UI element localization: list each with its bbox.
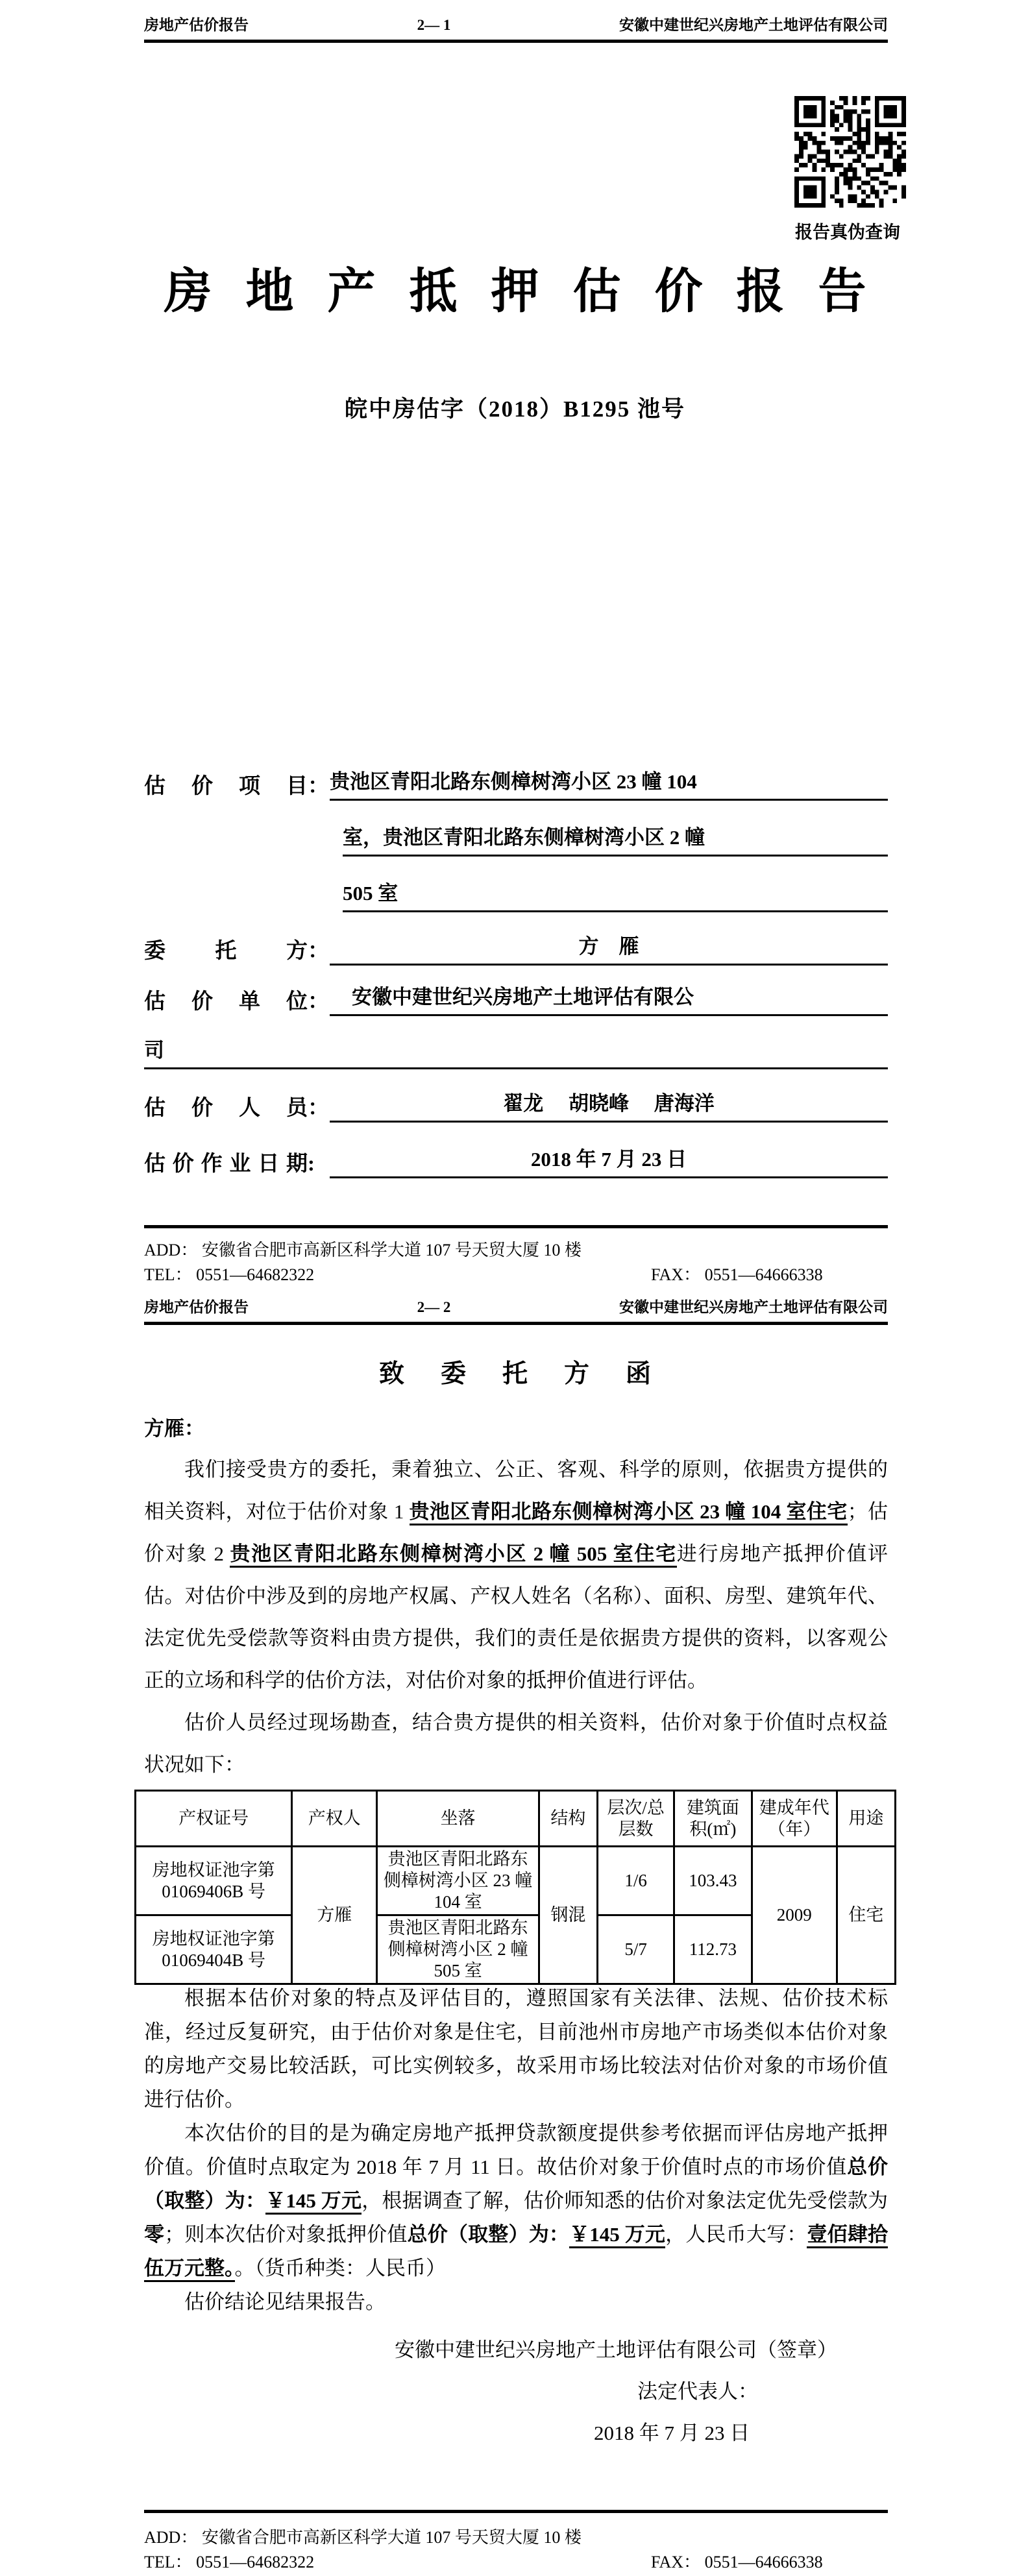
- field-client-value: 方 雁: [330, 933, 888, 966]
- page1-running-header: [144, 13, 888, 43]
- letter-body-upper: [144, 1448, 888, 1788]
- letter-body-lower: [144, 1982, 888, 2320]
- page1-footer-fax: FAX： 0551—64666338: [651, 1265, 823, 1284]
- closing-company-signature: 安徽中建世纪兴房地产土地评估有限公司（签章）: [395, 2339, 837, 2361]
- page2-footer-tel-fax: [144, 2549, 888, 2573]
- field-row-work-date: [144, 1146, 888, 1178]
- p4-total-label-1: 总价（取整）为：: [144, 2156, 888, 2212]
- page1-header-company: 安徽中建世纪兴房地产土地评估有限公司: [619, 17, 888, 33]
- field-project-value-line2: 室，贵池区青阳北路东侧樟树湾小区 2 幢: [343, 824, 888, 857]
- page2-header-company: 安徽中建世纪兴房地产土地评估有限公司: [619, 1299, 888, 1315]
- p1-text-3: 进行房地产抵押价值评估。对估价中涉及到的房地产权属、产权人姓名（名称）、面积、房型、建筑年代、法定优先受偿款等资料由贵方提供，我们的责任是依据贵方提供的资料，以客观公正的立场和科学的估价方法，对估价对象的抵押价值进行评估。: [144, 1542, 888, 1692]
- page1-footer-rule: [144, 1225, 888, 1228]
- field-work-date-colon: :: [308, 1152, 315, 1176]
- field-agency-label: 估价单位: [144, 990, 308, 1014]
- page1-footer-address: ADD： 安徽省合肥市高新区科学大道 107 号天贸大厦 10 楼: [144, 1241, 582, 1259]
- page2-footer-tel: TEL： 0551—64682322: [144, 2553, 315, 2571]
- owner-cell: 方雁: [292, 1847, 377, 1984]
- field-staff-colon: ：: [308, 1096, 329, 1120]
- closing-date: 2018 年 7 月 23 日: [594, 2422, 750, 2444]
- p4-zero-emphasis: 零: [144, 2223, 165, 2246]
- p1-object2-underlined: 贵池区青阳北路东侧樟树湾小区 2 幢 505 室住宅: [230, 1542, 676, 1568]
- table-row-1: [136, 1847, 896, 1915]
- field-project-label: 估价项目: [144, 774, 308, 798]
- row1-cert-number: 房地权证池字第01069406B 号: [136, 1847, 292, 1915]
- row1-floor: 1/6: [597, 1847, 674, 1915]
- field-row-client: [144, 933, 888, 966]
- row2-cert-number: 房地权证池字第01069404B 号: [136, 1915, 292, 1984]
- p4-mortgage-value: ￥145 万元: [569, 2223, 665, 2248]
- col-header-area: 建筑面积(㎡): [674, 1791, 752, 1847]
- row1-location: 贵池区青阳北路东侧樟树湾小区 23 幢 104 室: [377, 1847, 539, 1915]
- field-agency-colon: ：: [308, 990, 329, 1014]
- letter-paragraph-2: 估价人员经过现场勘查，结合贵方提供的相关资料，估价对象于价值时点权益状况如下：: [144, 1711, 888, 1776]
- rights-status-table: [134, 1790, 896, 1985]
- report-title: 房地产抵押估价报告: [164, 265, 900, 319]
- page1-header-page-number: 2— 1: [417, 17, 451, 33]
- structure-cell: 钢混: [539, 1847, 597, 1984]
- page2-footer-rule: [144, 2510, 888, 2513]
- field-work-date-value: 2018 年 7 月 23 日: [330, 1146, 888, 1178]
- year-built-cell: 2009: [752, 1847, 837, 1984]
- letter-title: 致委托方函: [378, 1360, 687, 1388]
- report-doc-number: 皖中房估字（2018）B1295 池号: [344, 396, 686, 422]
- p1-text-2: ；估价对象 2: [144, 1500, 888, 1565]
- col-header-structure: 结构: [539, 1791, 597, 1847]
- field-row-project: [144, 768, 888, 801]
- field-staff-label: 估价人员: [144, 1096, 308, 1120]
- p4-market-value: ￥145 万元: [265, 2189, 362, 2215]
- p4-text-1: 本次估价的目的是为确定房地产抵押贷款额度提供参考依据而评估房地产抵押价值。价值时点取定为 2018 年 7 月 11 日。故估价对象于价值时点的市场价值: [144, 2122, 888, 2178]
- col-header-floor: 层次/总层数: [597, 1791, 674, 1847]
- p4-total-label-2: 总价（取整）为：: [407, 2223, 570, 2246]
- p4-text-3: ；则本次估价对象抵押价值: [164, 2223, 408, 2246]
- col-header-cert-number: 产权证号: [136, 1791, 292, 1847]
- field-project-value-line1: 贵池区青阳北路东侧樟树湾小区 23 幢 104: [330, 768, 888, 801]
- field-agency-value-line2: 司: [144, 1037, 888, 1069]
- field-work-date-label: 估价作业日期: [144, 1152, 308, 1176]
- row2-floor: 5/7: [597, 1915, 674, 1984]
- page2-footer-address: ADD： 安徽省合肥市高新区科学大道 107 号天贸大厦 10 楼: [144, 2528, 582, 2547]
- field-staff-value: 翟龙 胡晓峰 唐海洋: [330, 1090, 888, 1123]
- p4-text-5: 。（货币种类：人民币）: [234, 2257, 446, 2279]
- page1-header-doc-type: 房地产估价报告: [144, 17, 249, 33]
- col-header-use: 用途: [837, 1791, 895, 1847]
- qr-code: [794, 96, 906, 208]
- letter-paragraph-4: [144, 2117, 888, 2285]
- row2-area: 112.73: [674, 1915, 752, 1984]
- closing-legal-representative: 法定代表人：: [637, 2380, 758, 2403]
- page2-header-doc-type: 房地产估价报告: [144, 1299, 249, 1315]
- p1-object1-underlined: 贵池区青阳北路东侧樟树湾小区 23 幢 104 室住宅: [410, 1500, 848, 1525]
- col-header-year-built: 建成年代（年）: [752, 1791, 837, 1847]
- page1-footer-tel: TEL： 0551—64682322: [144, 1265, 315, 1284]
- row1-area: 103.43: [674, 1847, 752, 1915]
- use-cell: 住宅: [837, 1847, 895, 1984]
- field-row-agency: [144, 984, 888, 1016]
- field-client-colon: ：: [308, 939, 329, 963]
- table-header-row: [136, 1791, 896, 1847]
- field-agency-value-line1: 安徽中建世纪兴房地产土地评估有限公: [330, 984, 888, 1016]
- letter-salutation: 方雁：: [144, 1417, 204, 1440]
- field-row-staff: [144, 1090, 888, 1123]
- p4-text-4: ，人民币大写：: [665, 2223, 807, 2246]
- page2-header-page-number: 2— 2: [417, 1299, 451, 1315]
- p1-text-1: 我们接受贵方的委托，秉着独立、公正、客观、科学的原则，依据贵方提供的相关资料，对位于估价对象 1: [144, 1458, 888, 1523]
- col-header-owner: 产权人: [292, 1791, 377, 1847]
- field-project-colon: ：: [308, 774, 329, 798]
- letter-paragraph-3: 根据本估价对象的特点及评估目的，遵照国家有关法律、法规、估价技术标准，经过反复研究，由于估价对象是住宅，目前池州市房地产市场类似本估价对象的房地产交易比较活跃，可比实例较多，故采用市场比较法对估价对象的市场价值进行估价。: [144, 1987, 888, 2111]
- letter-paragraph-5: 估价结论见结果报告。: [184, 2290, 386, 2313]
- field-client-label: 委托方: [144, 939, 308, 963]
- p4-value-in-words: 壹佰肆拾伍万元整。: [144, 2223, 888, 2282]
- field-project-value-line3: 505 室: [343, 880, 888, 912]
- page2-running-header: [144, 1295, 888, 1325]
- col-header-location: 坐落: [377, 1791, 539, 1847]
- qr-code-image: [794, 96, 906, 208]
- page2-footer-fax: FAX： 0551—64666338: [651, 2553, 823, 2571]
- letter-paragraph-1: [144, 1448, 888, 1701]
- qr-caption: 报告真伪查询: [795, 223, 900, 242]
- p4-text-2: ，根据调查了解，估价师知悉的估价对象法定优先受偿款为: [362, 2189, 888, 2212]
- row2-location: 贵池区青阳北路东侧樟树湾小区 2 幢 505 室: [377, 1915, 539, 1984]
- page1-footer-tel-fax: [144, 1261, 888, 1285]
